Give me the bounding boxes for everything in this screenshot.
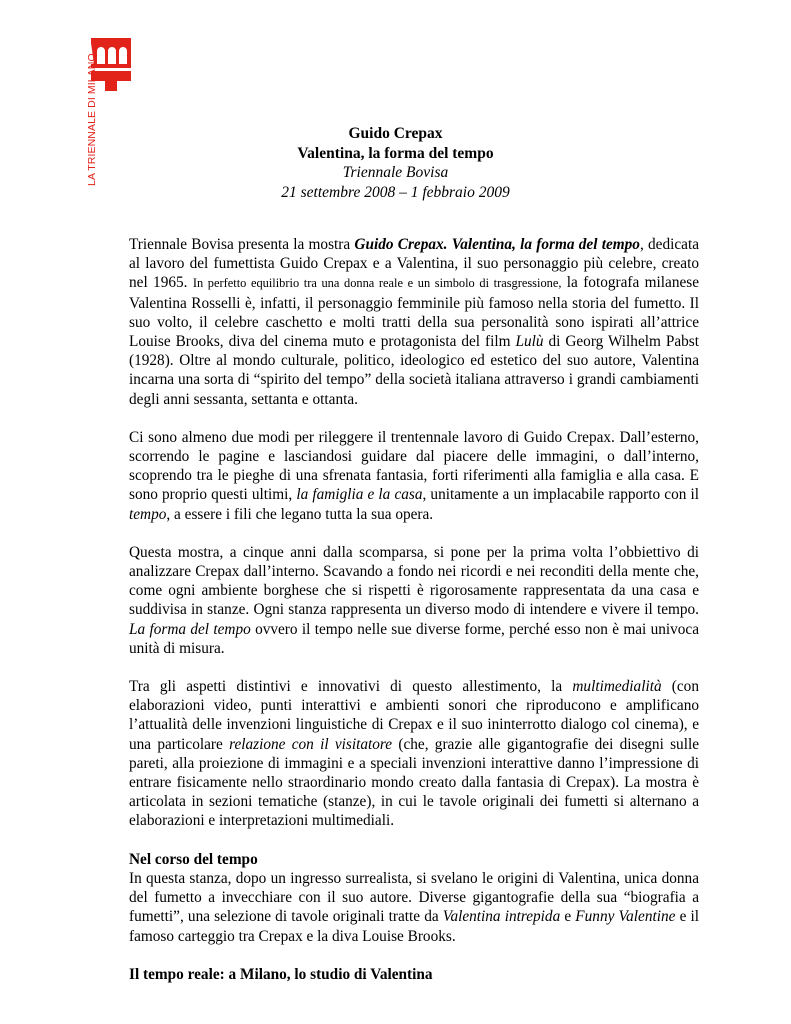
text: , dedicata al lavoro del fumettista Guido Crepax e a Valentina, il suo personaggio più celebre, creato nel 1965. [129,236,699,292]
text: ovvero il tempo nelle sue diverse forme, perché esso non è mai univoca unità di misura. [129,620,700,657]
exhibition-title: Guido Crepax. Valentina, la forma del tempo [354,236,640,253]
italic-text: La forma del tempo [129,620,251,638]
film-title: Lulù [515,333,544,351]
text: , unitamente a un implacabile rapporto con il [422,486,700,504]
text: la fotografa milanese Valentina Rosselli è, infatti, il personaggio femminile più famoso nella storia del fumetto. Il suo volto, il celebre caschetto e molti tratti della sua personalità sono ispirati all’attrice Louise Brooks, diva del cinema muto e protagonista del film [129,274,699,351]
section-heading [129,850,699,869]
italic-text: la famiglia e la casa [296,486,423,504]
small-text: In perfetto equilibrio tra una donna reale e un simbolo di trasgressione, [192,276,562,291]
logo-text: LA TRIENNALE DI MILANO [86,53,98,186]
document-header [0,124,791,202]
paragraph-intro [129,235,699,409]
document-body [129,235,699,1003]
heading-text: Il tempo reale: a Milano, lo studio di Valentina [129,965,433,983]
paragraph-four [129,677,699,831]
text: Questa mostra, a cinque anni dalla scomparsa, si pone per la prima volta l’obbiettivo di analizzare Crepax dall’interno. Scavando a fondo nei ricordi e nei reconditi della mente che, come ogni ambiente borghese che si rispetti è rigorosamente rappresentata da una casa e suddivisa in stanze. Ogni stanza rappresenta un diverso modo di intendere e vivere il tempo. [129,543,699,619]
text: , a essere i fili che legano tutta la sua opera. [166,505,434,523]
text: Tra gli aspetti distintivi e innovativi di questo allestimento, la [129,678,573,696]
header-author: Guido Crepax [348,125,443,142]
italic-text: multimedialità [572,678,662,696]
header-venue: Triennale Bovisa [342,164,449,181]
italic-text: tempo [129,505,167,523]
italic-text: Funny Valentine [575,908,676,926]
text: (con elaborazioni video, punti interattivi e ambienti sonori che riproducono e amplificano l’attualità delle invenzioni linguistiche di Crepax e il suo ininterrotto dialogo col cinema), e una particolare [129,678,699,753]
text: In questa stanza, dopo un ingresso surrealista, si svelano le origini di Valentina, unica donna del fumetto a invecchiare con il suo autore. Diverse gigantografie della sua “biografia a fumetti”, una selezione di tavole originali tratte da [129,869,699,926]
text: Triennale Bovisa presenta la mostra [129,236,355,253]
heading-text: Nel corso del tempo [129,850,258,868]
text: e [560,908,576,926]
text: Ci sono almeno due modi per rileggere il trentennale lavoro di Guido Crepax. Dall’esterno, scorrendo le pagine e lasciandosi guidare dal piacere delle immagini, o dall’interno, scoprendo tra le pieghe di una sfrenata fantasia, forti riferimenti alla famiglia e alla casa. E sono proprio questi ultimi, [129,428,699,504]
section-heading [129,965,699,984]
italic-text: Valentina intrepida [442,908,561,926]
header-title: Valentina, la forma del tempo [297,144,494,162]
paragraph-two [129,428,699,524]
text: e il famoso carteggio tra Crepax e la diva Louise Brooks. [129,908,699,945]
italic-text: relazione con il visitatore [229,735,393,753]
paragraph-three [129,543,699,658]
text: di Georg Wilhelm Pabst (1928). Oltre al mondo culturale, politico, ideologico ed estetico del suo autore, Valentina incarna una sorta di “spirito del tempo” della società italiana attraverso i grandi cambiamenti degli anni sessanta, settanta e ottanta. [129,333,699,408]
section-paragraph [129,869,699,946]
text: (che, grazie alle gigantografie dei disegni sulle pareti, alla proiezione di immagini e a speciali invenzioni interattive danno l’impressione di entrare fisicamente nello straordinario mondo creato dalla fantasia di Crepax). La mostra è articolata in sezioni tematiche (stanze), in cui le tavole originali dei fumetti si alternano a elaborazioni e interpretazioni multimediali. [129,735,699,830]
header-dates: 21 settembre 2008 – 1 febbraio 2009 [281,183,510,201]
